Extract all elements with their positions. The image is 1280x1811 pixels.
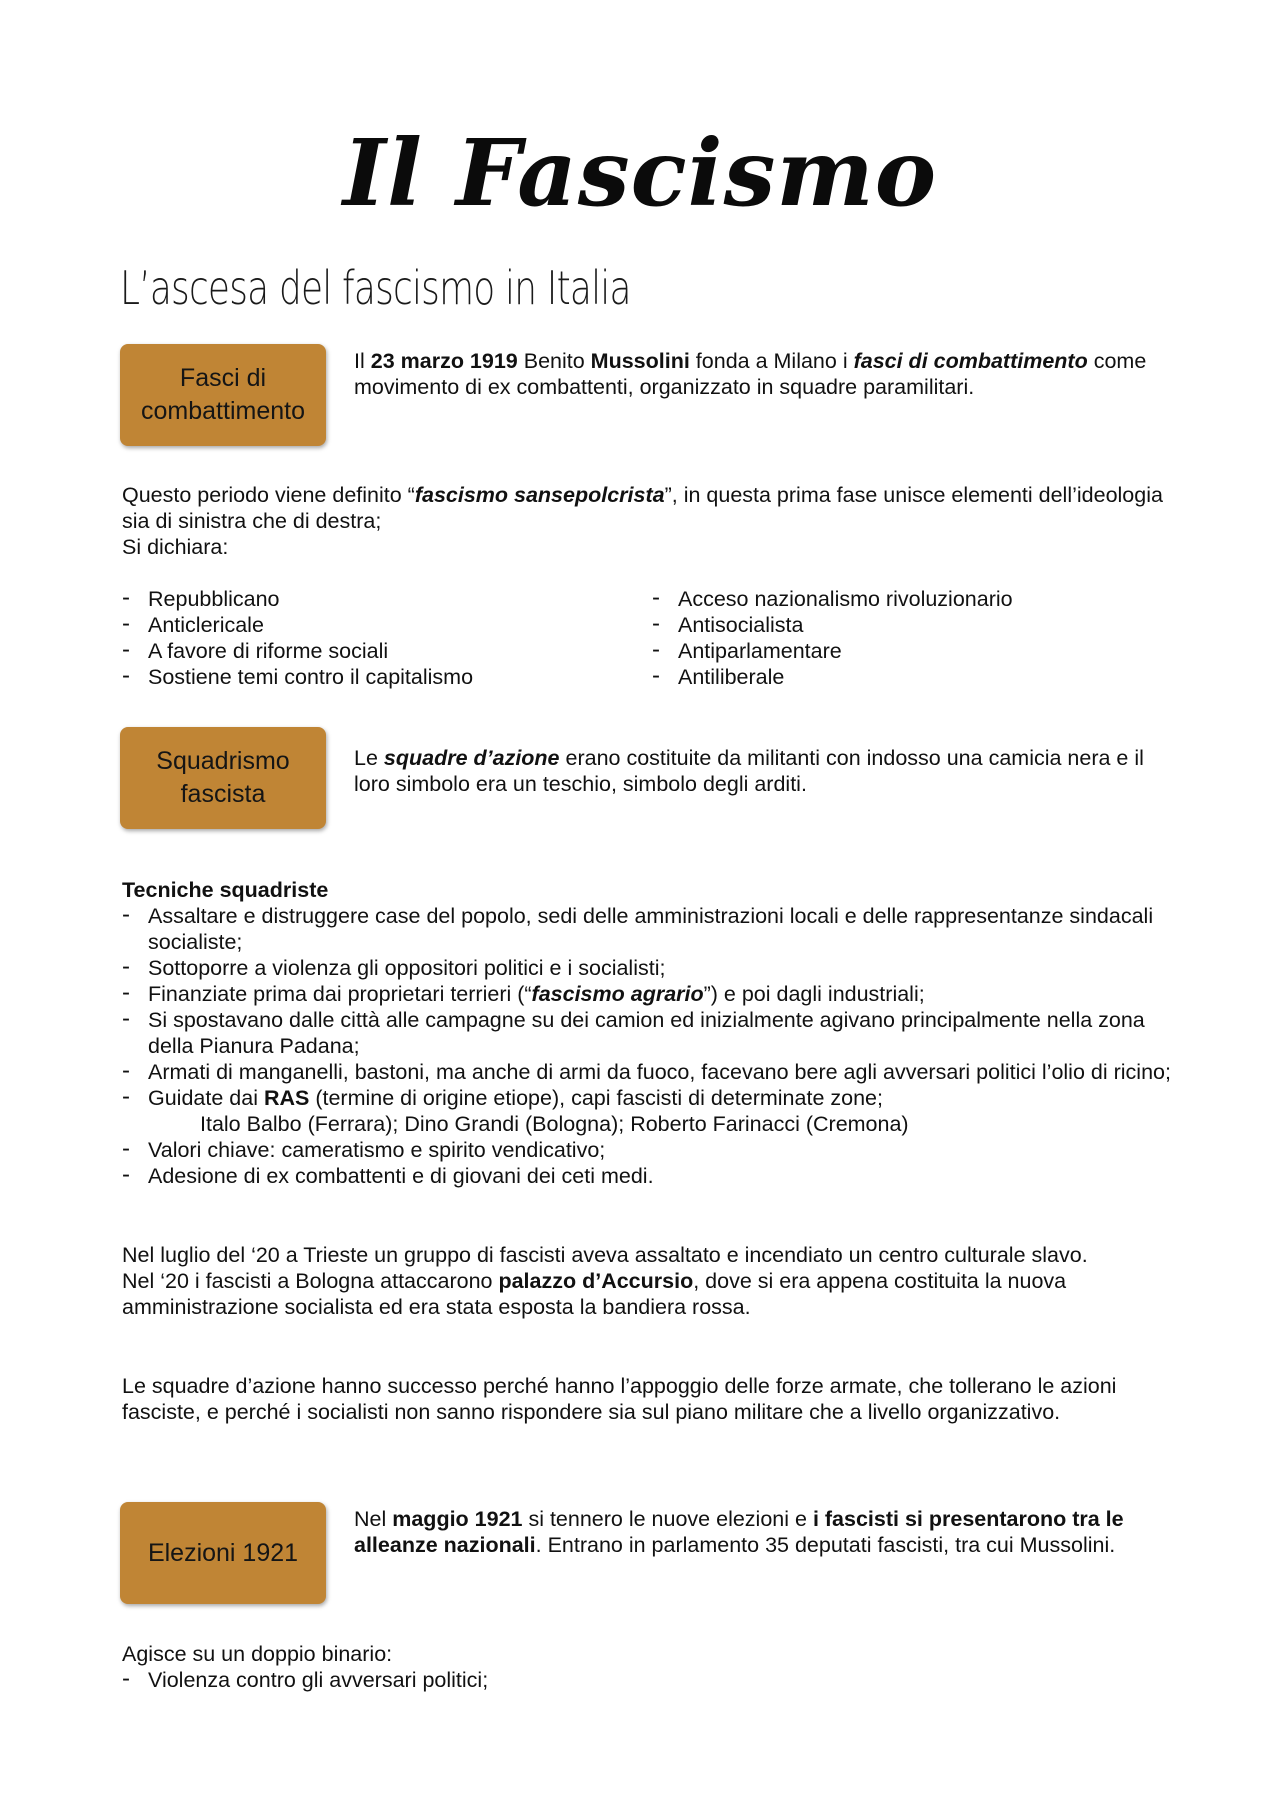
list-item [122, 1007, 1182, 1059]
list-item [122, 903, 1182, 955]
text-span: Si spostavano dalle città alle campagne su dei camion ed inizialmente agivano principalmente nella zona della Pianura Padana; [148, 1008, 1145, 1058]
tecniche-heading: Tecniche squadriste [122, 878, 329, 902]
badge-label: Squadrismo fascista [156, 747, 290, 808]
list-item [122, 955, 1182, 981]
date-bold: 23 marzo 1919 [370, 349, 518, 373]
term-bold: i fascisti si presentarono tra le alleanze nazionali [354, 1507, 1124, 1557]
text-span: erano costituite da militanti con indosso una camicia nera e il loro simbolo era un teschio, simbolo degli arditi. [354, 746, 1144, 796]
text-span: Questo periodo viene definito “ [122, 483, 415, 507]
intro-fasci-paragraph [354, 348, 1184, 400]
text-span: come movimento di ex combattenti, organizzato in squadre paramilitari. [354, 349, 1147, 399]
list-item: - Antiliberale [652, 664, 1172, 690]
list-item: - Violenza contro gli avversari politici; [122, 1667, 1182, 1693]
squadre-paragraph [354, 745, 1184, 797]
list-item [122, 1163, 1182, 1189]
list-item: - Sostiene temi contro il capitalismo [122, 664, 622, 690]
text-span: Valori chiave: cameratismo e spirito vendicativo; [148, 1138, 606, 1162]
text-span: fonda a Milano i [689, 349, 854, 373]
sansepolcrista-paragraph [122, 482, 1182, 560]
text-span: Si dichiara: [122, 535, 229, 559]
term-bold-italic: fascismo agrario [531, 982, 704, 1006]
text-span: Armati di manganelli, bastoni, ma anche di armi da fuoco, facevano bere agli avversari politici l’olio di ricino; [148, 1060, 1171, 1084]
badge-label: Fasci di combattimento [141, 364, 305, 425]
text-span: . Entrano in parlamento 35 deputati fascisti, tra cui Mussolini. [535, 1533, 1116, 1557]
list-item [122, 1137, 1182, 1163]
text-span: (termine di origine etiope), capi fascisti di determinate zone; [309, 1086, 883, 1110]
text-span: Sottoporre a violenza gli oppositori politici e i socialisti; [148, 956, 666, 980]
text-span: Le [354, 746, 384, 770]
list-item [122, 1085, 1182, 1137]
badge-elezioni-1921 [120, 1502, 326, 1604]
term-bold-italic: fascismo sansepolcrista [414, 483, 665, 507]
date-bold: maggio 1921 [392, 1507, 523, 1531]
list-right [652, 586, 1172, 690]
text-span: Adesione di ex combattenti e di giovani dei ceti medi. [148, 1164, 654, 1188]
list-item [122, 1059, 1182, 1085]
elezioni-paragraph [354, 1506, 1184, 1558]
text-span: Il [354, 349, 371, 373]
badge-label: Elezioni 1921 [147, 1538, 299, 1567]
binario-intro: Agisce su un doppio binario: [122, 1642, 393, 1666]
text-span: Nel ‘20 i fascisti a Bologna attaccarono [122, 1269, 499, 1293]
section-heading: L’ascesa del fascismo in Italia [120, 261, 631, 315]
text-span: Benito [517, 349, 591, 373]
binario-list [122, 1667, 1182, 1693]
list-item [122, 981, 1182, 1007]
list-item: - Antisocialista [652, 612, 1172, 638]
text-span: si tennero le nuove elezioni e [522, 1507, 813, 1531]
text-span: ”) e poi dagli industriali; [703, 982, 925, 1006]
badge-fasci-di-combattimento [120, 344, 326, 446]
trieste-paragraph [122, 1242, 1182, 1320]
text-span: ”, in questa prima fase unisce elementi dell’ideologia sia di sinistra che di destra; [122, 483, 1163, 533]
successo-paragraph: Le squadre d’azione hanno successo perché hanno l’appoggio delle forze armate, che tollerano le azioni fasciste, e perché i socialisti non sanno rispondere sia sul piano militare che a livello organizzativo. [122, 1374, 1117, 1424]
text-span: Assaltare e distruggere case del popolo, sedi delle amministrazioni locali e delle rappresentanze sindacali socialiste; [148, 904, 1154, 954]
list-item: - Anticlericale [122, 612, 622, 638]
list-item: - Antiparlamentare [652, 638, 1172, 664]
term-bold: RAS [263, 1086, 310, 1110]
term-bold-italic: squadre d’azione [383, 746, 560, 770]
page-title: Il Fascismo [342, 119, 938, 227]
text-span: Finanziate prima dai proprietari terrieri (“ [148, 982, 532, 1006]
tecniche-list [122, 903, 1182, 1189]
badge-squadrismo-fascista [120, 727, 326, 829]
text-span: , dove si era appena costituita la nuova amministrazione socialista ed era stata esposta la bandiera rossa. [122, 1269, 1067, 1319]
list-left [122, 586, 622, 690]
list-item: - Acceso nazionalismo rivoluzionario [652, 586, 1172, 612]
name-bold: Mussolini [590, 349, 690, 373]
list-item: - Repubblicano [122, 586, 622, 612]
text-span: Guidate dai [148, 1086, 264, 1110]
ras-names: Italo Balbo (Ferrara); Dino Grandi (Bologna); Roberto Farinacci (Cremona) [200, 1112, 909, 1136]
term-bold: palazzo d’Accursio [498, 1269, 694, 1293]
list-item: - A favore di riforme sociali [122, 638, 622, 664]
text-span: Nel luglio del ‘20 a Trieste un gruppo di fascisti aveva assaltato e incendiato un centro culturale slavo. [122, 1243, 1088, 1267]
term-bold-italic: fasci di combattimento [853, 349, 1088, 373]
text-span: Nel [354, 1507, 393, 1531]
